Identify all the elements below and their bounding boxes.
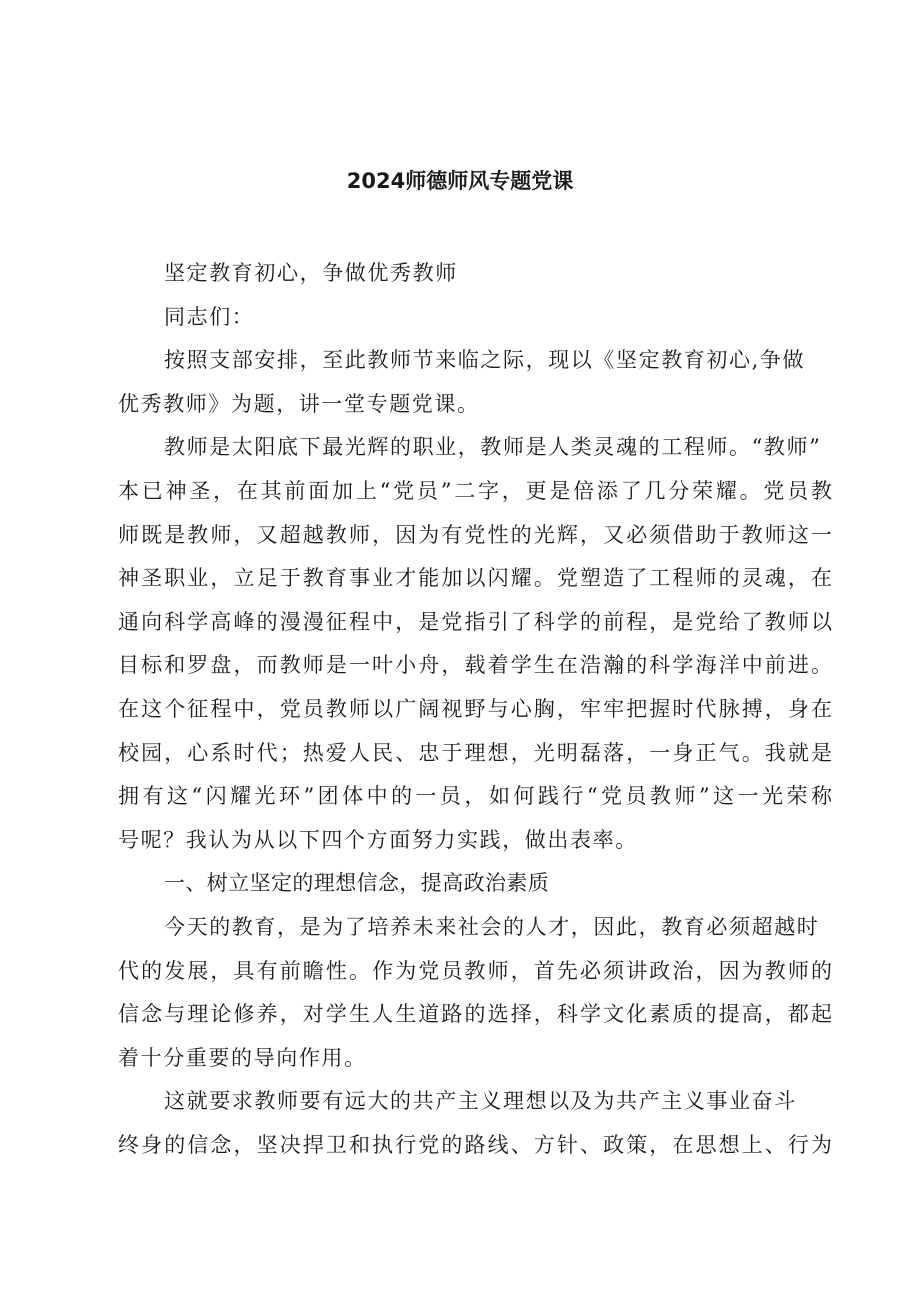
subtitle-line: 坚定教育初心，争做优秀教师 — [164, 261, 458, 285]
paragraph-line: 教师是太阳底下最光辉的职业，教师是人类灵魂的工程师。“教师” — [164, 435, 822, 460]
paragraph-line: 目标和罗盘，而教师是一叶小舟，载着学生在浩瀚的科学海洋中前进。 — [118, 653, 832, 678]
paragraph-line: 师既是教师，又超越教师，因为有党性的光辉，又必须借助于教师这一 — [118, 522, 832, 547]
paragraph-line: 通向科学高峰的漫漫征程中，是党指引了科学的前程，是党给了教师以 — [118, 609, 832, 634]
paragraph-line: 终身的信念，坚决捍卫和执行党的路线、方针、政策，在思想上、行为 — [118, 1132, 832, 1157]
document-body — [118, 252, 832, 1167]
paragraph-line: 优秀教师》为题，讲一堂专题党课。 — [118, 391, 480, 416]
paragraph-line: 代的发展，具有前瞻性。作为党员教师，首先必须讲政治，因为教师的 — [118, 958, 832, 983]
paragraph-line: 按照支部安排，至此教师节来临之际，现以《坚定教育初心,争做 — [164, 348, 806, 373]
paragraph-line: 在这个征程中，党员教师以广阔视野与心胸，牢牢把握时代脉搏，身在 — [118, 696, 832, 721]
paragraph-line: 本已神圣，在其前面加上“党员”二字，更是倍添了几分荣耀。党员教 — [118, 478, 832, 503]
paragraph-line: 校园，心系时代；热爱人民、忠于理想，光明磊落，一身正气。我就是 — [118, 740, 832, 765]
paragraph-line: 着十分重要的导向作用。 — [118, 1045, 367, 1070]
paragraph-line: 这就要求教师要有远大的共产主义理想以及为共产主义事业奋斗 — [164, 1089, 797, 1114]
document-title: 2024师德师风专题党课 — [346, 169, 574, 193]
section-heading: 一、树立坚定的理想信念，提高政治素质 — [164, 871, 550, 896]
paragraph-line: 神圣职业，立足于教育事业才能加以闪耀。党塑造了工程师的灵魂，在 — [118, 566, 832, 591]
paragraph-line: 信念与理论修养，对学生人生道路的选择，科学文化素质的提高，都起 — [118, 1002, 832, 1027]
salutation-line: 同志们： — [164, 304, 255, 329]
paragraph-line: 拥有这“闪耀光环”团体中的一员，如何践行“党员教师”这一光荣称 — [118, 784, 832, 809]
paragraph-line: 今天的教育，是为了培养未来社会的人才，因此，教育必须超越时 — [164, 914, 820, 939]
paragraph-line: 号呢？我认为从以下四个方面努力实践，做出表率。 — [118, 827, 638, 852]
